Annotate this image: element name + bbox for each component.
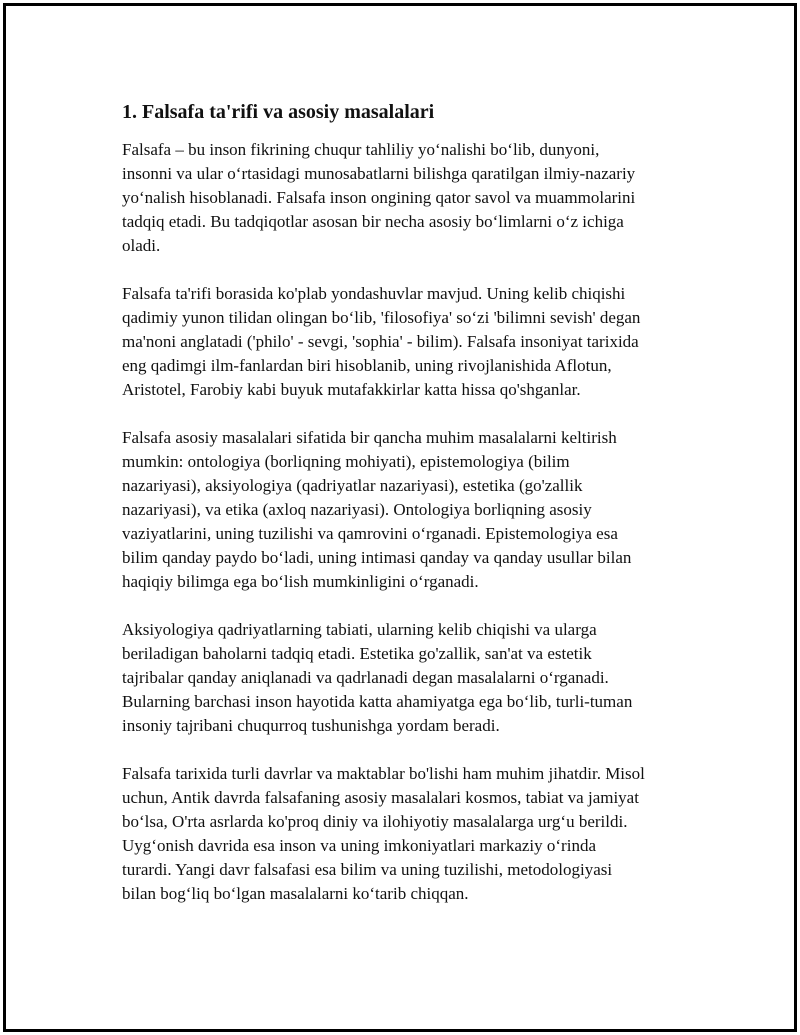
text-line: nazariyasi), va etika (axloq nazariyasi). Ontologiya borliqning asosiy [122, 500, 592, 519]
text-line: yo‘nalish hisoblanadi. Falsafa inson ongining qator savol va muammolarini [122, 188, 636, 207]
paragraph-4 [122, 618, 692, 738]
page-frame [3, 3, 797, 1032]
text-line: Falsafa asosiy masalalari sifatida bir qancha muhim masalalarni keltirish [122, 428, 617, 447]
paragraph-1 [122, 138, 692, 258]
text-line: oladi. [122, 236, 161, 255]
text-line: Falsafa tarixida turli davrlar va maktablar bo'lishi ham muhim jihatdir. Misol [122, 764, 645, 783]
section-heading: 1. Falsafa ta'rifi va asosiy masalalari [122, 101, 435, 123]
paragraph-2 [122, 282, 692, 402]
text-line: uchun, Antik davrda falsafaning asosiy masalalari kosmos, tabiat va jamiyat [122, 788, 639, 807]
text-line: nazariyasi), aksiyologiya (qadriyatlar nazariyasi), estetika (go'zallik [122, 476, 583, 495]
text-line: bilan bog‘liq bo‘lgan masalalarni ko‘tarib chiqqan. [122, 884, 469, 903]
text-line: beriladigan baholarni tadqiq etadi. Estetika go'zallik, san'at va estetik [122, 644, 592, 663]
text-line: bilim qanday paydo bo‘ladi, uning intimasi qanday va qanday usullar bilan [122, 548, 632, 567]
text-line: turardi. Yangi davr falsafasi esa bilim va uning tuzilishi, metodologiyasi [122, 860, 613, 879]
text-line: haqiqiy bilimga ega bo‘lish mumkinligini o‘rganadi. [122, 572, 479, 591]
text-line: Uyg‘onish davrida esa inson va uning imkoniyatlari markaziy o‘rinda [122, 836, 596, 855]
text-line: Bularning barchasi inson hayotida katta ahamiyatga ega bo‘lib, turli-tuman [122, 692, 633, 711]
text-line: vaziyatlarini, uning tuzilishi va qamrovini o‘rganadi. Epistemologiya esa [122, 524, 618, 543]
text-line: eng qadimgi ilm-fanlardan biri hisoblanib, uning rivojlanishida Aflotun, [122, 356, 612, 375]
text-line: bo‘lsa, O'rta asrlarda ko'proq diniy va ilohiyotiy masalalarga urg‘u berildi. [122, 812, 628, 831]
text-line: insonni va ular o‘rtasidagi munosabatlarni bilishga qaratilgan ilmiy-nazariy [122, 164, 636, 183]
paragraph-3 [122, 426, 692, 594]
paragraph-5 [122, 762, 692, 906]
text-line: Falsafa ta'rifi borasida ko'plab yondashuvlar mavjud. Uning kelib chiqishi [122, 284, 626, 303]
text-line: Aristotel, Farobiy kabi buyuk mutafakkirlar katta hissa qo'shganlar. [122, 380, 581, 399]
text-line: tajribalar qanday aniqlanadi va qadrlanadi degan masalalarni o‘rganadi. [122, 668, 609, 687]
text-line: Falsafa – bu inson fikrining chuqur tahliliy yo‘nalishi bo‘lib, dunyoni, [122, 140, 600, 159]
text-line: mumkin: ontologiya (borliqning mohiyati), epistemologiya (bilim [122, 452, 570, 471]
text-line: tadqiq etadi. Bu tadqiqotlar asosan bir necha asosiy bo‘limlarni o‘z ichiga [122, 212, 624, 231]
text-line: ma'noni anglatadi ('philo' - sevgi, 'sophia' - bilim). Falsafa insoniyat tarixida [122, 332, 639, 351]
text-line: insoniy tajribani chuqurroq tushunishga yordam beradi. [122, 716, 500, 735]
text-line: Aksiyologiya qadriyatlarning tabiati, ularning kelib chiqishi va ularga [122, 620, 597, 639]
text-line: qadimiy yunon tilidan olingan bo‘lib, 'filosofiya' so‘zi 'bilimni sevish' degan [122, 308, 641, 327]
document-body [122, 98, 692, 930]
